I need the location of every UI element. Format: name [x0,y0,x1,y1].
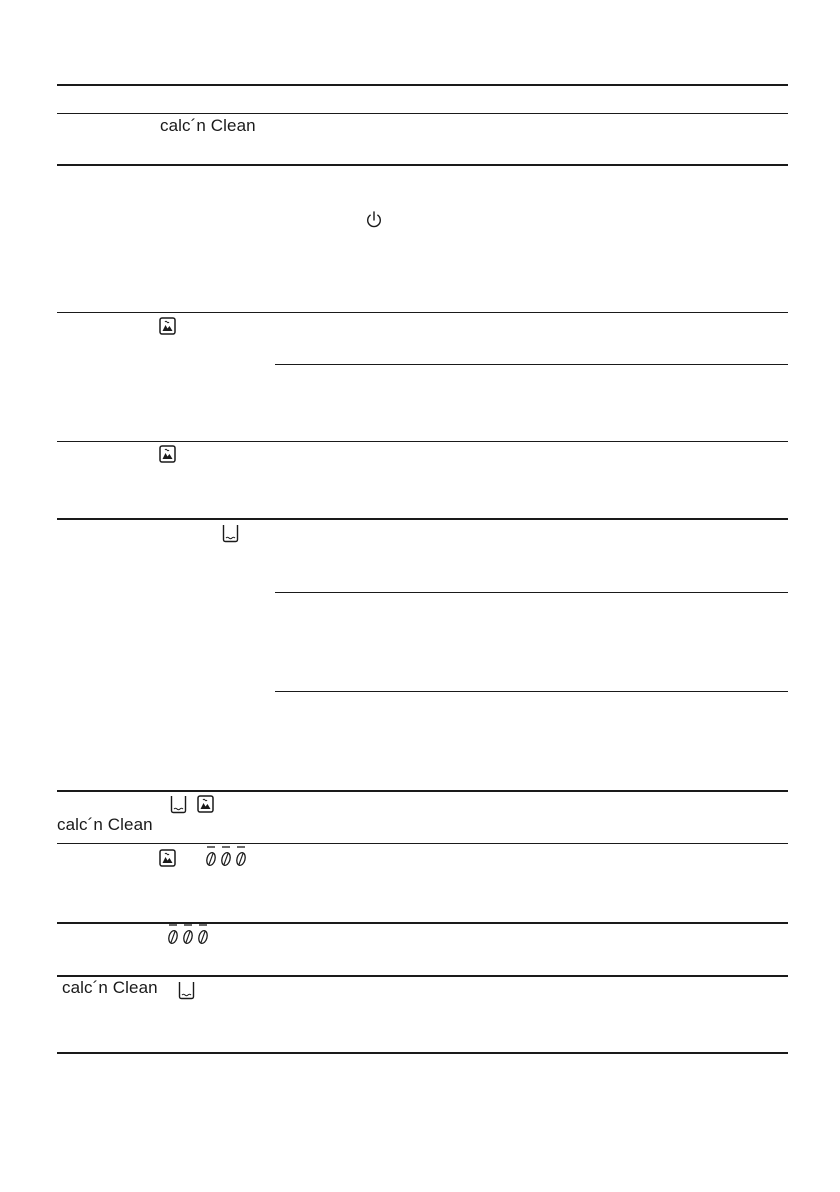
coffee-bean-icon [197,924,209,946]
drip-tray-icon [178,981,195,1000]
row-rule [57,441,788,442]
steam-icon [159,849,176,867]
coffee-bean-icon [182,924,194,946]
row-label-calc-n-clean: calc´n Clean [57,815,153,834]
steam-icon [197,795,214,813]
row-label-calc-n-clean: calc´n Clean [160,116,256,135]
row-rule [57,312,788,313]
row-rule [57,790,788,792]
table-top-rule [57,84,788,86]
table-header-rule [57,113,788,114]
sub-row-rule [275,364,788,365]
steam-icon [159,317,176,335]
row-rule [57,164,788,166]
row-rule [57,843,788,844]
coffee-bean-icon [220,846,232,868]
steam-icon [159,445,176,463]
sub-row-rule [275,592,788,593]
sub-row-rule [275,691,788,692]
drip-tray-icon [170,795,187,814]
coffee-bean-icon [167,924,179,946]
coffee-bean-icon [235,846,247,868]
row-label-calc-n-clean: calc´n Clean [62,978,158,997]
row-rule [57,975,788,977]
table-bottom-rule [57,1052,788,1054]
power-icon [366,211,382,229]
coffee-bean-icon [205,846,217,868]
drip-tray-icon [222,524,239,543]
row-rule [57,518,788,520]
